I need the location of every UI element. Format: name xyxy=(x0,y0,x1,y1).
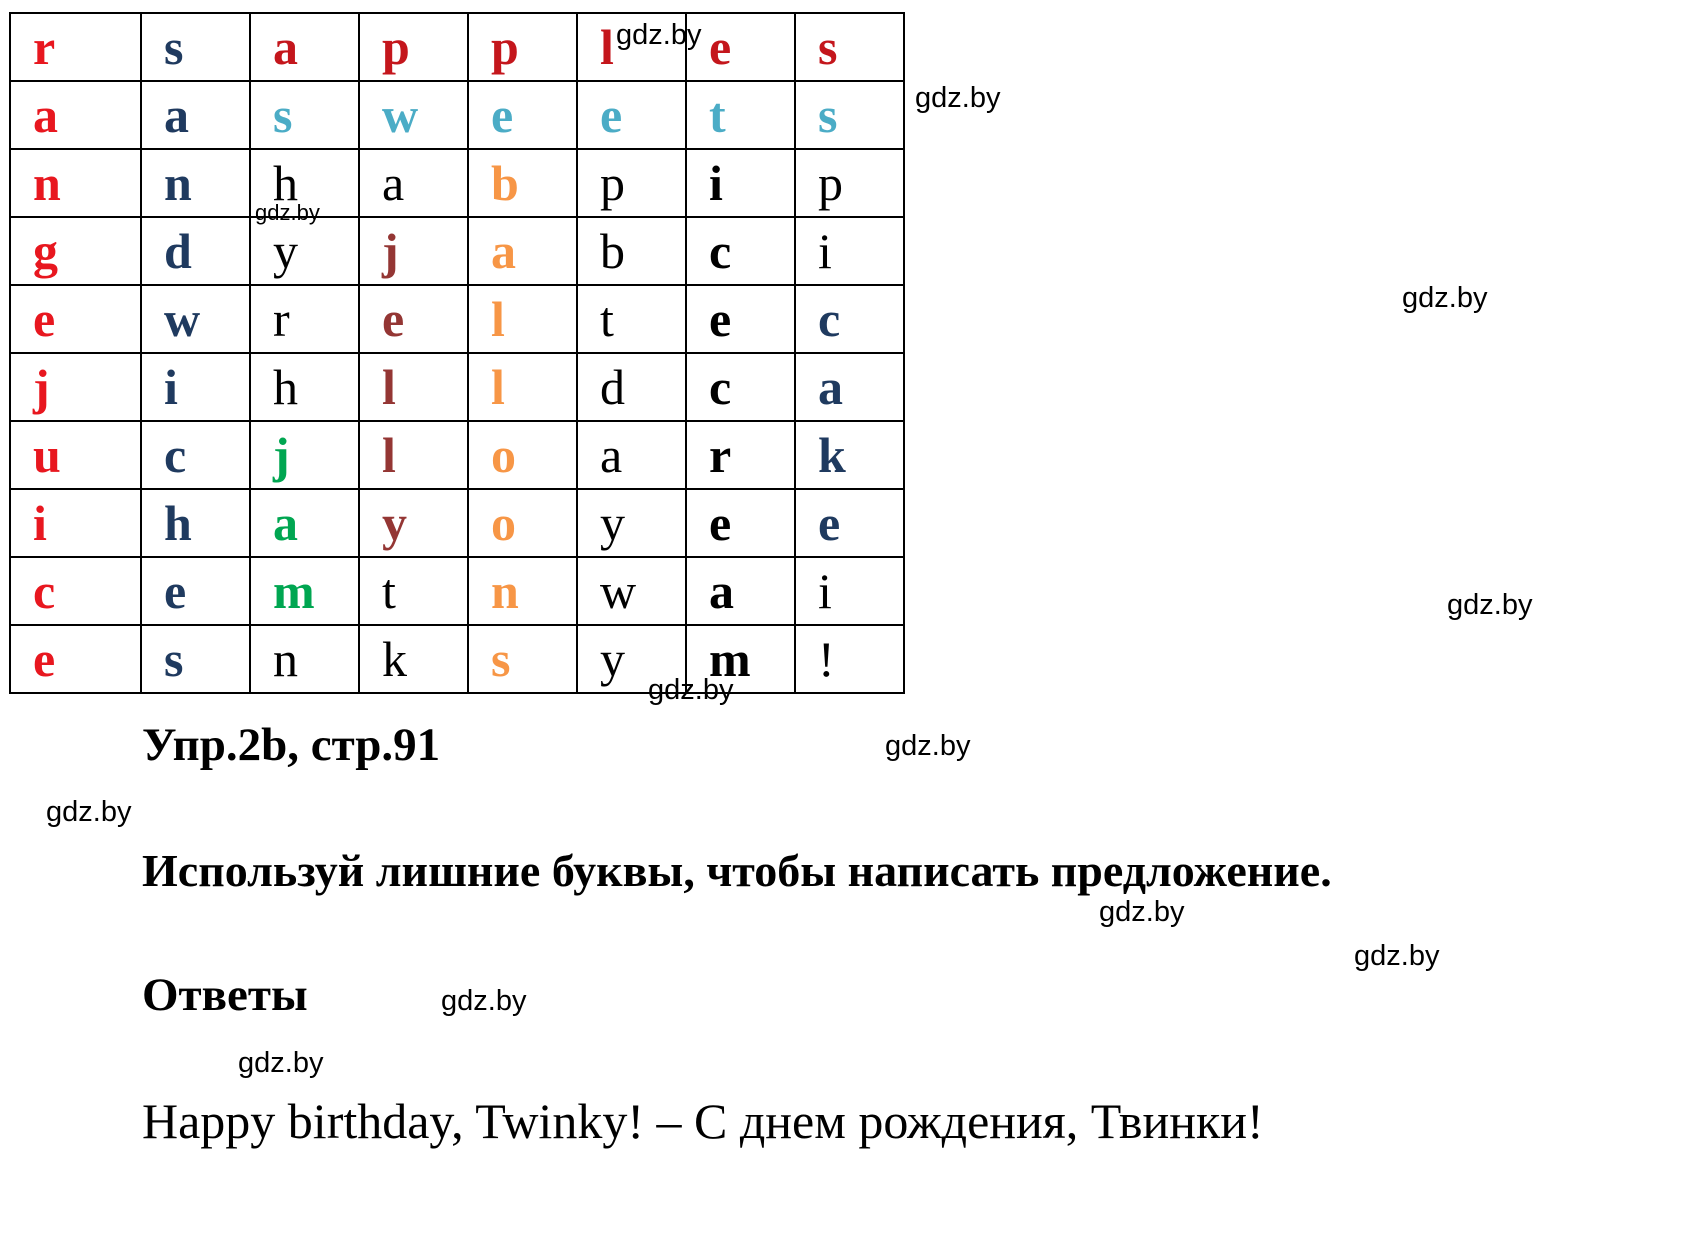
grid-cell: t xyxy=(686,81,795,149)
grid-cell: p xyxy=(577,149,686,217)
watermark: gdz.by xyxy=(885,730,971,762)
watermark: gdz.by xyxy=(1354,940,1440,972)
grid-cell: s xyxy=(141,625,250,693)
grid-cell: a xyxy=(577,421,686,489)
grid-cell: h xyxy=(141,489,250,557)
grid-cell: l xyxy=(468,285,577,353)
grid-cell: k xyxy=(359,625,468,693)
grid-cell: e xyxy=(141,557,250,625)
grid-cell: n xyxy=(250,625,359,693)
grid-cell: y xyxy=(577,625,686,693)
grid-cell: i xyxy=(686,149,795,217)
grid-body xyxy=(10,13,904,693)
grid-cell: g xyxy=(10,217,141,285)
grid-cell: n xyxy=(468,557,577,625)
grid-cell: i xyxy=(795,217,904,285)
grid-row xyxy=(10,81,904,149)
grid-cell: y xyxy=(359,489,468,557)
grid-cell: c xyxy=(10,557,141,625)
grid-cell: c xyxy=(795,285,904,353)
grid-cell: e xyxy=(10,285,141,353)
watermark: gdz.by xyxy=(255,200,320,225)
grid-cell: e xyxy=(686,489,795,557)
grid-cell: r xyxy=(250,285,359,353)
watermark: gdz.by xyxy=(1447,589,1533,621)
grid-cell: s xyxy=(795,81,904,149)
grid-cell: i xyxy=(10,489,141,557)
grid-cell: s xyxy=(250,81,359,149)
grid-cell: m xyxy=(250,557,359,625)
grid-cell: ! xyxy=(795,625,904,693)
grid-row xyxy=(10,421,904,489)
grid-cell: p xyxy=(468,13,577,81)
grid-cell: c xyxy=(686,217,795,285)
answers-heading: Ответы xyxy=(142,969,308,1021)
grid-cell: w xyxy=(359,81,468,149)
grid-cell: e xyxy=(686,13,795,81)
grid-cell: u xyxy=(10,421,141,489)
grid-cell: t xyxy=(359,557,468,625)
grid-cell: j xyxy=(250,421,359,489)
grid-cell: p xyxy=(359,13,468,81)
grid-row xyxy=(10,285,904,353)
watermark: gdz.by xyxy=(46,796,132,828)
grid-cell: i xyxy=(795,557,904,625)
watermark: gdz.by xyxy=(616,19,702,51)
grid-cell: o xyxy=(468,421,577,489)
grid-cell: b xyxy=(577,217,686,285)
answer-text: Happy birthday, Twinky! – С днем рождения, Твинки! xyxy=(142,1093,1264,1149)
grid-cell: k xyxy=(795,421,904,489)
watermark: gdz.by xyxy=(238,1047,324,1079)
watermark: gdz.by xyxy=(1099,896,1185,928)
grid-cell: j xyxy=(359,217,468,285)
exercise-title: Упр.2b, стр.91 xyxy=(142,719,441,771)
grid-row xyxy=(10,489,904,557)
grid-cell: a xyxy=(10,81,141,149)
grid-cell: o xyxy=(468,489,577,557)
grid-cell: y xyxy=(577,489,686,557)
grid-row xyxy=(10,149,904,217)
grid-row xyxy=(10,625,904,693)
watermark: gdz.by xyxy=(915,82,1001,114)
grid-row xyxy=(10,217,904,285)
grid-cell: a xyxy=(250,489,359,557)
grid-cell: r xyxy=(686,421,795,489)
grid-cell: d xyxy=(141,217,250,285)
grid-cell: y xyxy=(250,217,359,285)
instruction-text: Используй лишние буквы, чтобы написать предложение. xyxy=(142,845,1332,896)
grid-cell: e xyxy=(795,489,904,557)
grid-cell: a xyxy=(468,217,577,285)
grid-cell: s xyxy=(141,13,250,81)
grid-cell: w xyxy=(577,557,686,625)
grid-cell: n xyxy=(141,149,250,217)
grid-cell: l xyxy=(359,421,468,489)
grid-cell: r xyxy=(10,13,141,81)
grid-cell: s xyxy=(468,625,577,693)
grid-cell: i xyxy=(141,353,250,421)
grid-cell: c xyxy=(686,353,795,421)
grid-cell: m xyxy=(686,625,795,693)
grid-cell: h xyxy=(250,353,359,421)
grid-cell: c xyxy=(141,421,250,489)
grid-cell: a xyxy=(686,557,795,625)
grid-cell: a xyxy=(250,13,359,81)
grid-cell: d xyxy=(577,353,686,421)
grid-cell: b xyxy=(468,149,577,217)
watermark: gdz.by xyxy=(1402,282,1488,314)
grid-cell: e xyxy=(468,81,577,149)
grid-cell: l xyxy=(577,13,686,81)
grid-row xyxy=(10,353,904,421)
grid-cell: l xyxy=(359,353,468,421)
grid-cell: e xyxy=(686,285,795,353)
grid-row xyxy=(10,13,904,81)
word-search-grid xyxy=(9,12,905,694)
grid-cell: h xyxy=(250,149,359,217)
grid-cell: a xyxy=(795,353,904,421)
grid-cell: s xyxy=(795,13,904,81)
grid-cell: p xyxy=(795,149,904,217)
grid-row xyxy=(10,557,904,625)
grid-cell: j xyxy=(10,353,141,421)
grid-cell: e xyxy=(359,285,468,353)
grid-cell: w xyxy=(141,285,250,353)
grid-cell: a xyxy=(141,81,250,149)
grid-cell: e xyxy=(10,625,141,693)
watermark: gdz.by xyxy=(648,674,734,706)
grid-cell: t xyxy=(577,285,686,353)
watermark: gdz.by xyxy=(441,985,527,1017)
grid-cell: e xyxy=(577,81,686,149)
grid-cell: a xyxy=(359,149,468,217)
grid-cell: l xyxy=(468,353,577,421)
grid-cell: n xyxy=(10,149,141,217)
